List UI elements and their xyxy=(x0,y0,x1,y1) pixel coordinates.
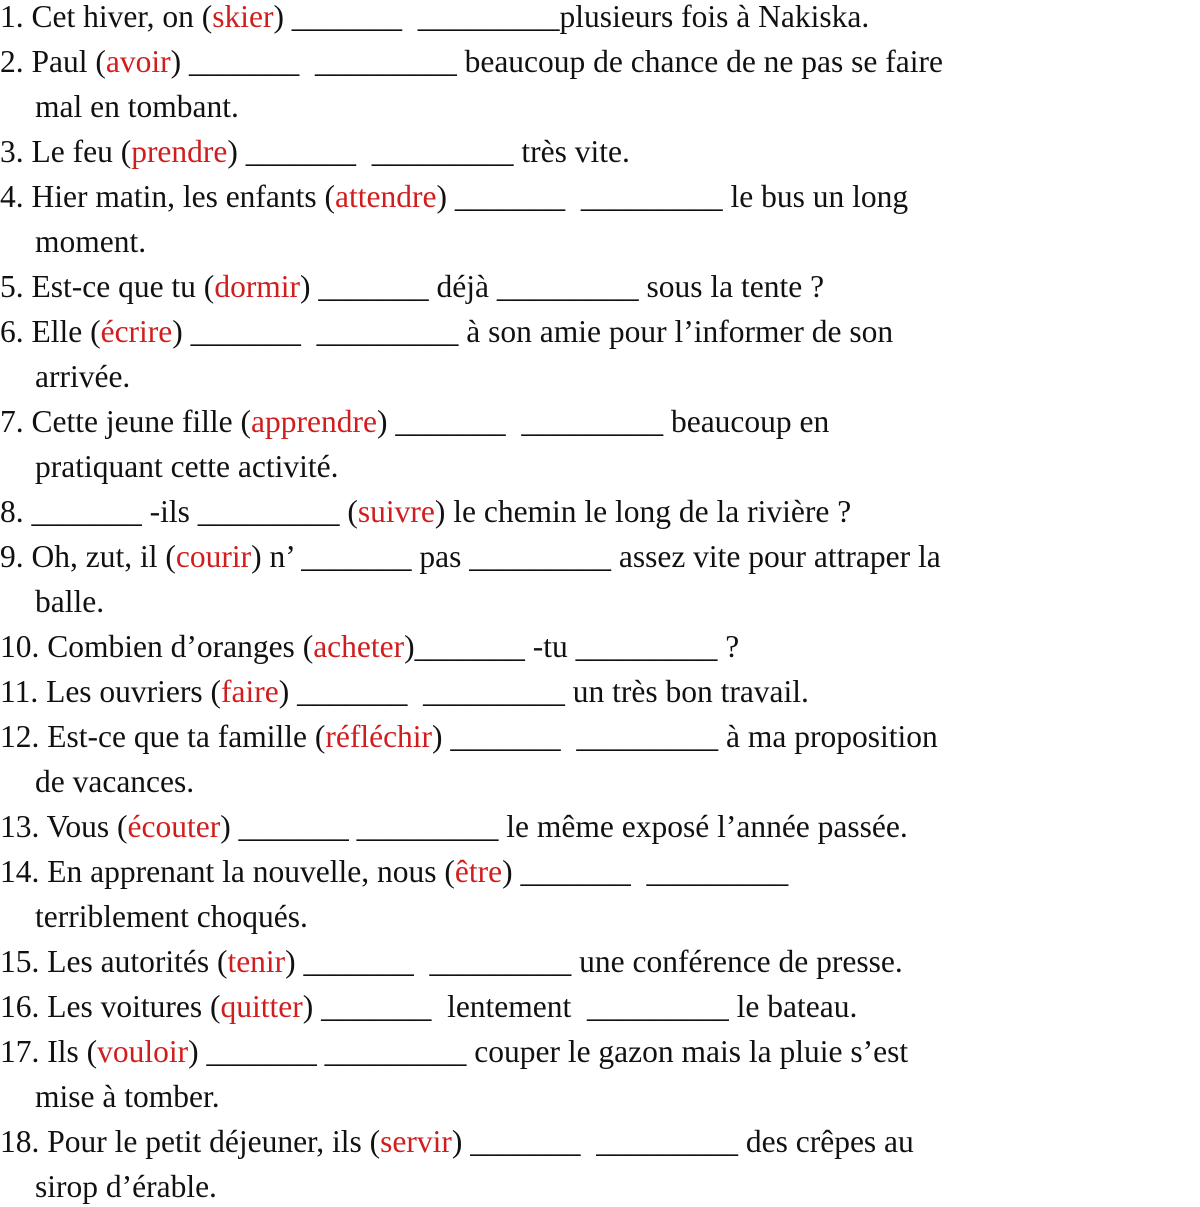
exercise-item-6 xyxy=(0,312,893,352)
sentence-text: ) _______ _________ un très bon travail. xyxy=(278,674,809,709)
sentence-text: ) le chemin le long de la rivière ? xyxy=(434,494,852,529)
exercise-item-18 xyxy=(0,1122,914,1162)
exercise-item-16 xyxy=(0,987,857,1027)
sentence-text: balle. xyxy=(35,584,105,619)
sentence-text: 8. _______ -ils _________ ( xyxy=(0,494,358,529)
sentence-text: mise à tomber. xyxy=(35,1079,220,1114)
verb-infinitive: tenir xyxy=(227,944,286,979)
sentence-text: sirop d’érable. xyxy=(35,1169,217,1204)
sentence-text: mal en tombant. xyxy=(35,89,239,124)
exercise-item-6-continuation xyxy=(35,357,130,397)
exercise-item-9-continuation xyxy=(35,582,104,622)
verb-infinitive: écouter xyxy=(127,809,221,844)
verb-infinitive: apprendre xyxy=(251,404,377,439)
verb-infinitive: réfléchir xyxy=(325,719,433,754)
sentence-text: ) _______ lentement _________ le bateau. xyxy=(302,989,858,1024)
sentence-text: ) _______ _________ le même exposé l’année passée. xyxy=(220,809,908,844)
sentence-text: ) _______ _________ beaucoup en xyxy=(376,404,830,439)
exercise-item-18-continuation xyxy=(35,1167,217,1207)
sentence-text: arrivée. xyxy=(35,359,131,394)
verb-infinitive: courir xyxy=(175,539,252,574)
exercise-item-4-continuation xyxy=(35,222,146,262)
exercise-item-12 xyxy=(0,717,938,757)
verb-infinitive: quitter xyxy=(220,989,303,1024)
verb-infinitive: faire xyxy=(221,674,279,709)
sentence-text: 7. Cette jeune fille ( xyxy=(0,404,252,439)
exercise-item-8 xyxy=(0,492,851,532)
exercise-item-3 xyxy=(0,132,630,172)
sentence-text: 15. Les autorités ( xyxy=(0,944,228,979)
exercise-item-10 xyxy=(0,627,739,667)
verb-infinitive: servir xyxy=(380,1124,452,1159)
sentence-text: ) _______ _________ le bus un long xyxy=(436,179,909,214)
sentence-text: 4. Hier matin, les enfants ( xyxy=(0,179,336,214)
sentence-text: 3. Le feu ( xyxy=(0,134,132,169)
exercise-item-15 xyxy=(0,942,903,982)
sentence-text: 1. Cet hiver, on ( xyxy=(0,0,213,34)
verb-infinitive: vouloir xyxy=(97,1034,189,1069)
verb-infinitive: écrire xyxy=(100,314,173,349)
exercise-item-2 xyxy=(0,42,943,82)
sentence-text: 5. Est-ce que tu ( xyxy=(0,269,215,304)
sentence-text: 14. En apprenant la nouvelle, nous ( xyxy=(0,854,455,889)
exercise-item-12-continuation xyxy=(35,762,194,802)
sentence-text: ) _______ _________ à son amie pour l’informer de son xyxy=(172,314,894,349)
verb-infinitive: skier xyxy=(212,0,274,34)
sentence-text: 16. Les voitures ( xyxy=(0,989,221,1024)
exercise-item-4 xyxy=(0,177,908,217)
sentence-text: 6. Elle ( xyxy=(0,314,101,349)
verb-infinitive: suivre xyxy=(357,494,435,529)
exercise-item-1 xyxy=(0,0,869,37)
sentence-text: ) _______ _________ couper le gazon mais la pluie s’est xyxy=(188,1034,909,1069)
sentence-text: 13. Vous ( xyxy=(0,809,128,844)
exercise-item-9 xyxy=(0,537,941,577)
sentence-text: de vacances. xyxy=(35,764,195,799)
sentence-text: moment. xyxy=(35,224,147,259)
exercise-item-17 xyxy=(0,1032,908,1072)
verb-infinitive: avoir xyxy=(105,44,171,79)
exercise-item-13 xyxy=(0,807,908,847)
exercise-item-7-continuation xyxy=(35,447,338,487)
sentence-text: 9. Oh, zut, il ( xyxy=(0,539,176,574)
exercise-item-17-continuation xyxy=(35,1077,220,1117)
exercise-item-14 xyxy=(0,852,788,892)
verb-infinitive: prendre xyxy=(131,134,228,169)
exercise-item-14-continuation xyxy=(35,897,308,937)
verb-infinitive: être xyxy=(454,854,503,889)
verb-infinitive: attendre xyxy=(335,179,437,214)
sentence-text: 18. Pour le petit déjeuner, ils ( xyxy=(0,1124,381,1159)
sentence-text: 2. Paul ( xyxy=(0,44,106,79)
exercise-item-7 xyxy=(0,402,829,442)
sentence-text: ) _______ _________ des crêpes au xyxy=(451,1124,914,1159)
sentence-text: 11. Les ouvriers ( xyxy=(0,674,222,709)
sentence-text: ) _______ _________ xyxy=(502,854,789,889)
exercise-item-2-continuation xyxy=(35,87,239,127)
exercise-item-5 xyxy=(0,267,824,307)
sentence-text: 10. Combien d’oranges ( xyxy=(0,629,314,664)
sentence-text: ) _______ _________ une conférence de presse. xyxy=(285,944,903,979)
sentence-text: ) _______ _________ à ma proposition xyxy=(432,719,938,754)
sentence-text: ) _______ _________ très vite. xyxy=(227,134,630,169)
sentence-text: 17. Ils ( xyxy=(0,1034,98,1069)
verb-infinitive: dormir xyxy=(214,269,301,304)
sentence-text: terriblement choqués. xyxy=(35,899,308,934)
sentence-text: pratiquant cette activité. xyxy=(35,449,339,484)
sentence-text: ) _______ _________plusieurs fois à Nakiska. xyxy=(273,0,870,34)
sentence-text: 12. Est-ce que ta famille ( xyxy=(0,719,326,754)
verb-infinitive: acheter xyxy=(313,629,405,664)
sentence-text: ) n’ _______ pas _________ assez vite pour attraper la xyxy=(251,539,941,574)
exercise-item-11 xyxy=(0,672,809,712)
sentence-text: ) _______ déjà _________ sous la tente ? xyxy=(300,269,825,304)
sentence-text: )_______ -tu _________ ? xyxy=(404,629,740,664)
sentence-text: ) _______ _________ beaucoup de chance de ne pas se faire xyxy=(170,44,943,79)
